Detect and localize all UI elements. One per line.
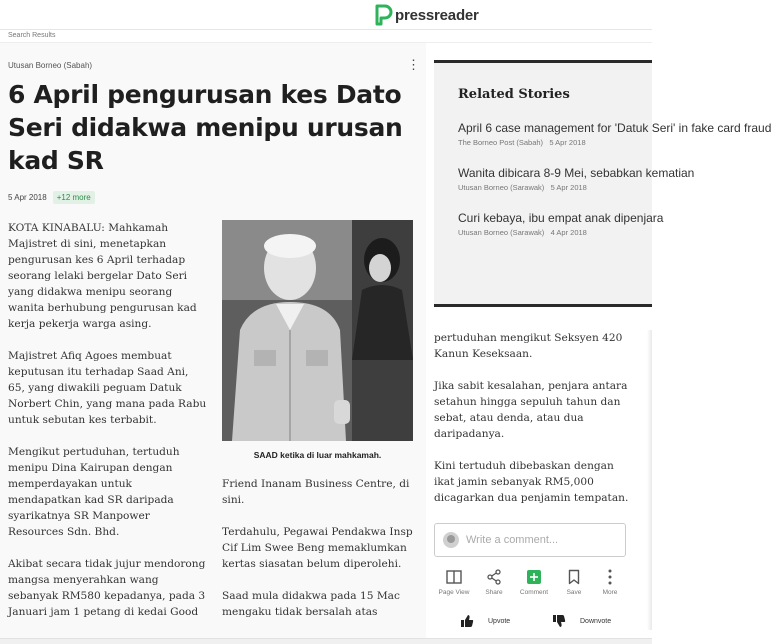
related-story-date: 5 Apr 2018	[549, 138, 586, 147]
related-stories-panel	[434, 60, 771, 307]
brand-name: pressreader	[395, 6, 479, 24]
share-icon	[486, 569, 502, 585]
downvote-button[interactable]	[552, 614, 611, 628]
related-story-date: 5 Apr 2018	[550, 183, 587, 192]
photo-caption: SAAD ketika di luar mahkamah.	[253, 450, 382, 460]
related-story-title[interactable]: April 6 case management for 'Datuk Seri' in fake card fraud	[458, 121, 771, 135]
pressreader-logo-icon	[374, 4, 392, 26]
related-story[interactable]	[458, 166, 718, 192]
paragraph: Jika sabit kesalahan, penjara antara setahun hingga sepuluh tahun dan sebat, atau denda, atau dua daripadanya.	[434, 380, 628, 440]
pressreader-logo[interactable]	[374, 4, 479, 26]
page-view-icon	[446, 570, 462, 584]
article-column-3	[434, 330, 634, 522]
downvote-label: Downvote	[580, 617, 612, 625]
related-stories-title: Related Stories	[458, 87, 570, 102]
related-story-meta	[458, 183, 718, 192]
scroll-edge	[647, 330, 652, 630]
save-button[interactable]	[554, 568, 594, 596]
related-story-source: The Borneo Post (Sabah)	[458, 138, 544, 147]
related-story-source: Utusan Borneo (Sarawak)	[458, 228, 545, 237]
top-bar	[0, 0, 652, 30]
comment-button[interactable]	[514, 568, 554, 596]
breadcrumb[interactable]: Search Results	[8, 32, 56, 39]
paragraph: Mengikut pertuduhan, tertuduh menipu Dina Kairupan dengan memperdayakan untuk mendapatkan kad SR daripada syarikatnya SR Manpower Resources Sdn. Bhd.	[8, 446, 180, 538]
related-story-source: Utusan Borneo (Sarawak)	[458, 183, 545, 192]
page-view-button[interactable]	[434, 568, 474, 596]
more-icon	[608, 569, 612, 585]
article-meta	[8, 191, 95, 204]
related-story-title[interactable]: Wanita dibicara 8-9 Mei, sebabkan kematian	[458, 166, 695, 180]
paragraph: pertuduhan mengikut Seksyen 420 Kanun Keseksaan.	[434, 332, 623, 360]
page-view-label: Page View	[438, 589, 470, 596]
photo-man-image	[222, 220, 413, 441]
more-editions-badge[interactable]: +12 more	[53, 191, 95, 204]
more-label: More	[602, 589, 618, 596]
comment-label: Comment	[519, 589, 549, 596]
paragraph: Majistret Afiq Agoes membuat keputusan itu terhadap Saad Ani, 65, yang diwakili peguam Datuk Norbert Chin, yang mana pada Rabu untuk sebutan kes terbabit.	[8, 350, 207, 426]
thumbs-up-icon	[460, 614, 474, 628]
paragraph: Saad mula didakwa pada 15 Mac mengaku tidak bersalah atas	[222, 590, 400, 618]
article-photo[interactable]	[222, 220, 413, 441]
related-story-date: 4 Apr 2018	[550, 228, 587, 237]
article-date: 5 Apr 2018	[8, 193, 47, 202]
paragraph: Friend Inanam Business Centre, di sini.	[222, 478, 410, 506]
article-headline: 6 April pengurusan kes Dato Seri didakwa menipu urusan kad SR	[8, 80, 403, 175]
related-story[interactable]	[458, 211, 718, 237]
related-story-meta	[458, 138, 718, 147]
article-action-bar	[434, 568, 634, 600]
share-label: Share	[485, 589, 503, 596]
save-label: Save	[566, 589, 582, 596]
upvote-button[interactable]	[460, 614, 510, 628]
related-story[interactable]	[458, 121, 771, 147]
user-avatar-icon	[443, 532, 459, 548]
comment-input[interactable]	[466, 534, 616, 546]
upvote-label: Upvote	[488, 617, 511, 625]
comment-icon	[526, 569, 542, 585]
bottom-divider	[0, 638, 652, 644]
article-source[interactable]: Utusan Borneo (Sabah)	[8, 61, 93, 70]
share-button[interactable]	[474, 568, 514, 596]
related-story-title[interactable]: Curi kebaya, ibu empat anak dipenjara	[458, 211, 664, 225]
vote-bar	[434, 612, 652, 634]
article-menu-icon[interactable]: ⋮	[407, 57, 420, 72]
thumbs-down-icon	[552, 614, 566, 628]
comment-box[interactable]	[434, 523, 626, 557]
paragraph: Terdahulu, Pegawai Pendakwa Insp Cif Lim Swee Beng memaklumkan kertas siasatan belum diperolehi.	[222, 526, 413, 570]
paragraph: KOTA KINABALU: Mahkamah Majistret di sini, menetapkan pengurusan kes 6 April terhadap seorang lelaki bergelar Dato Seri yang didakwa menipu seorang wanita berhubung pengurusan kad kerja pekerja warga asing.	[8, 222, 197, 330]
paragraph: Akibat secara tidak jujur mendorong mangsa menyerahkan wang sebanyak RM580 kepadanya, pada 3 Januari jam 1 petang di kedai Good	[8, 558, 206, 618]
article-column-1	[8, 220, 208, 636]
bookmark-icon	[568, 569, 580, 585]
paragraph: Kini tertuduh dibebaskan dengan ikat jamin sebanyak RM5,000 dicagarkan dua penjamin tempatan.	[434, 460, 629, 504]
more-button[interactable]	[590, 568, 630, 596]
article-column-2	[222, 476, 418, 636]
related-story-meta	[458, 228, 718, 237]
